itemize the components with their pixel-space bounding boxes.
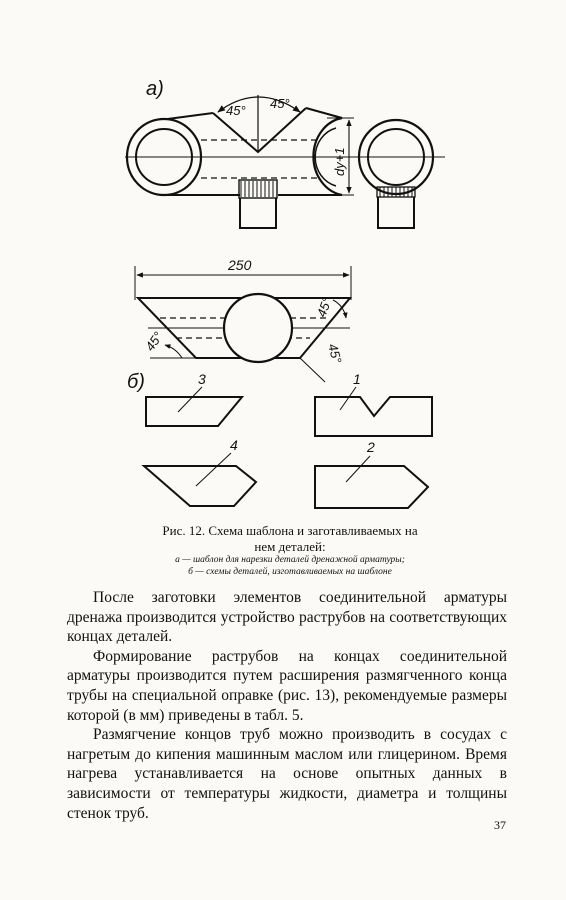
- side-view-stub: [378, 197, 414, 228]
- knurl-hatch: [241, 181, 273, 197]
- page-number: 37: [494, 818, 506, 832]
- figure-caption-legend: [90, 554, 490, 578]
- part-4-shape: [144, 466, 256, 506]
- angle-right-label: 45°: [270, 96, 290, 111]
- dim-width-label: 250: [228, 257, 252, 273]
- paragraph-1: После заготовки элементов соединительной арматуры дренажа производится устройство раструбов на соответствующих концах деталей.: [67, 589, 507, 646]
- template-hole: [224, 294, 292, 362]
- figure-caption-title: Рис. 12. Схема шаблона и заготавливаемых на нем деталей:: [162, 523, 418, 554]
- part-4-label: 4: [230, 437, 238, 453]
- body-text: [67, 588, 507, 823]
- legend-b: б — схемы деталей, изготавливаемых на шаблоне: [188, 567, 392, 577]
- angle-left-label: 45°: [226, 103, 246, 118]
- bottom-stub: [240, 198, 276, 228]
- part-1-shape: [315, 397, 432, 436]
- part-a-label: а): [146, 78, 164, 100]
- angle-lower-left-label: 45°: [142, 329, 166, 354]
- part-2-label: 2: [367, 439, 375, 455]
- dim-dy-label: dу+1: [332, 147, 347, 176]
- part-3-shape: [146, 397, 242, 426]
- legend-a: а — шаблон для нарезки деталей дренажной арматуры;: [175, 555, 405, 565]
- paragraph-3: Размягчение концов труб можно производить в сосудах с нагретым до кипения машинным маслом или глицерином. Время нагрева устанавливается на основе опытных данных в зависимости от температуры жидкости, диаметра и толщины стенок труб.: [67, 726, 507, 822]
- part-2-shape: [315, 466, 428, 508]
- paragraph-2: Формирование раструбов на концах соединительной арматуры производится путем расширения размягченного конца трубы на специальной оправке (рис. 13), рекомендуемые размеры которой (в мм) приведены в табл. 5.: [67, 647, 507, 724]
- part-3-label: 3: [198, 371, 206, 387]
- angle-lower-right-label: 45°: [325, 341, 345, 365]
- part-1-label: 1: [353, 371, 361, 387]
- angle-upper-right-label: 45°: [313, 295, 335, 320]
- part-b-label: б): [127, 371, 145, 393]
